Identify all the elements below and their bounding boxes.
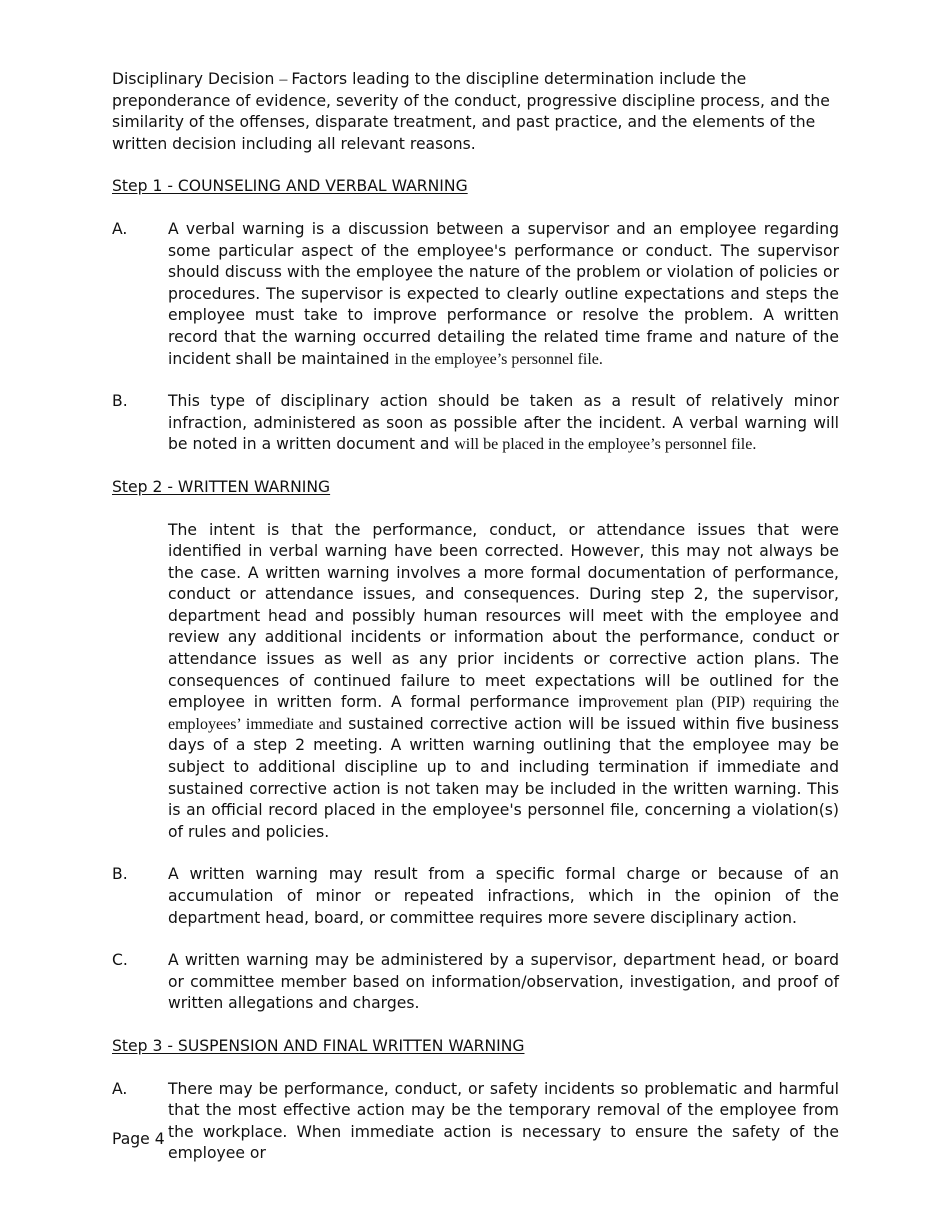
step2-item-intro-text	[168, 520, 839, 844]
document-page	[112, 69, 839, 1186]
step1-item-b	[112, 391, 839, 456]
step2-item-intro-serif: rovement plan (PIP) requiring the employees’ immediate and	[168, 694, 839, 733]
step1-item-a-body: A verbal warning is a discussion between a supervisor and an employee regarding some particular aspect of the employee's performance or conduct. The supervisor should discuss with the employee the nature of the problem or violation of policies or procedures. The supervisor is expected to clearly outline expectations and steps the employee must take to improve performance or resolve the problem. A written record that the warning occurred detailing the related time frame and nature of the incident shall be maintained	[168, 219, 839, 368]
step2-item-b	[112, 864, 839, 929]
step2-item-c-text: A written warning may be administered by a supervisor, department head, or board or committee member based on information/observation, investigation, and proof of written allegations and charges.	[168, 951, 839, 1013]
step1-item-b-tail: will be placed in the employee’s personnel file.	[454, 436, 757, 454]
step3-item-a-text: There may be performance, conduct, or safety incidents so problematic and harmful that the most effective action may be the temporary removal of the employee from the workplace. When immediate action is necessary to ensure the safety of the employee or	[168, 1079, 839, 1163]
step1-item-a-text	[168, 219, 839, 370]
step2-item-intro-body-b: sustained corrective action will be issued within five business days of a step 2 meeting. A written warning outlining that the employee may be subject to additional discipline up to and including termination if immediate and sustained corrective action is not taken may be included in the written warning. This is an official record placed in the employee's personnel file, concerning a violation(s) of rules and policies.	[168, 714, 839, 841]
page-number: Page 4	[112, 1130, 165, 1148]
intro-paragraph	[112, 69, 839, 155]
step2-item-b-text: A written warning may result from a specific formal charge or because of an accumulation of minor or repeated infractions, which in the opinion of the department head, board, or committee requires more severe disciplinary action.	[168, 865, 839, 927]
step2-item-intro-label	[112, 520, 168, 844]
step2-item-intro-body-a: The intent is that the performance, conduct, or attendance issues that were identified in verbal warning have been corrected. However, this may not always be the case. A written warning involves a more formal documentation of performance, conduct or attendance issues, and consequences. During step 2, the supervisor, department head and possibly human resources will meet with the employee and review any additional incidents or information about the performance, conduct or attendance issues as well as any prior incidents or corrective action plans. The consequences of continued failure to meet expectations will be outlined for the employee in written form. A formal performance imp	[168, 520, 839, 712]
step3-item-a-label: A.	[112, 1079, 128, 1098]
step2-item-b-label: B.	[112, 865, 128, 884]
step2-item-c	[112, 950, 839, 1015]
step2-item-c-label: C.	[112, 951, 128, 970]
step3-heading: Step 3 - SUSPENSION AND FINAL WRITTEN WARNING	[112, 1036, 525, 1055]
step1-item-a-tail: in the employee’s personnel file.	[394, 350, 603, 368]
step1-item-b-text	[168, 391, 839, 456]
intro-lead: Disciplinary Decision	[112, 70, 280, 88]
step1-heading: Step 1 - COUNSELING AND VERBAL WARNING	[112, 177, 468, 196]
intro-text: Factors leading to the discipline determination include the preponderance of evidence, severity of the conduct, progressive discipline process, and the similarity of the offenses, disparate treatment, and past practice, and the elements of the written decision including all relevant reasons.	[112, 70, 830, 153]
step1-item-a	[112, 219, 839, 370]
step2-item-intro	[112, 520, 839, 844]
step1-item-a-label: A.	[112, 219, 128, 238]
step3-item-a	[112, 1079, 839, 1165]
step1-item-b-label: B.	[112, 392, 128, 411]
step2-heading: Step 2 - WRITTEN WARNING	[112, 477, 331, 496]
intro-dash: –	[279, 71, 292, 88]
step1-item-b-body: This type of disciplinary action should be taken as a result of relatively minor infraction, administered as soon as possible after the incident. A verbal warning will be noted in a written document and	[168, 392, 839, 454]
